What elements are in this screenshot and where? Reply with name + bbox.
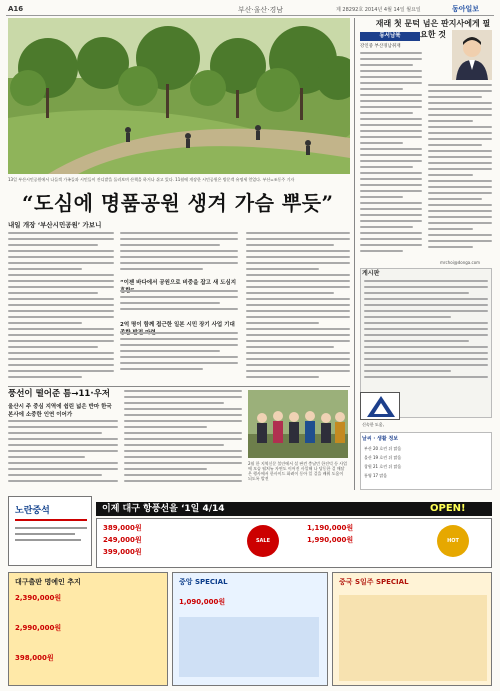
ad-sticker: SALE — [247, 525, 279, 557]
bulletin-text — [364, 280, 488, 388]
weather-row: 통영 17 맑음 — [364, 473, 388, 478]
second-subhead: 울산시 주 중심 지역에 쉼린 넓은 반마 한국 본사에 소중한 인연 이어가 — [8, 404, 112, 418]
column-title: 재래 첫 문턱 넘은 판지사에게 필요한 것 — [375, 18, 491, 39]
main-subhead-3: 2억 명이 함께 접근한 일본 시민 장기 사업 기대 — [120, 322, 235, 328]
issue-date: 제 28292호 2014년 4월 14일 월요일 — [336, 7, 421, 13]
ad-left-store: 노란중석 — [15, 506, 50, 516]
ad-sticker: HOT — [437, 525, 469, 557]
main-article-col-2c — [120, 332, 238, 382]
second-article-col-2 — [124, 390, 242, 490]
photo-caption: 13일 부산시민공원에서 나들객 가족들과 시민들이 잔디밭을 둘러보며 산책을 하거나 쉬고 있다. 11월에 개장한 시민공원은 방문객 유명세 얻었다. 부산=조동주 기자 — [8, 177, 295, 182]
bulletin-side-label: 신속한 도움, — [362, 422, 384, 427]
ad-bottom-right — [332, 572, 492, 686]
weather-row: 울산 19 흐린 뒤 맑음 — [364, 455, 402, 460]
ad-price: 1,090,000원 — [179, 598, 226, 606]
section-divider — [8, 386, 350, 387]
ad-mid-title-2: 중앙 SPECIAL — [179, 578, 228, 586]
main-article-col-2b — [120, 290, 238, 318]
main-article-col-2 — [120, 232, 238, 276]
author-portrait — [452, 30, 492, 80]
column-text-2 — [428, 84, 492, 262]
main-subhead-2: “이젠 바다에서 공원으로 비중을 잡고 새 도심지 — [120, 280, 237, 286]
second-headline: 풍선이 떨어준 틈→11·우저 — [8, 389, 110, 399]
column-email: mrchoi@donga.com — [440, 260, 481, 265]
portrait-image — [452, 30, 492, 80]
park-photo — [8, 18, 350, 174]
column-text-1 — [360, 52, 422, 262]
ad-price: 398,000원 — [15, 654, 54, 662]
main-article-col-1 — [8, 232, 114, 382]
bulletin-title: 게시판 — [362, 270, 380, 277]
main-subhead: 내일 개장 ‘부산시민공원’ 가보니 — [8, 221, 102, 229]
ad-bottom-left — [8, 572, 168, 686]
ad-banner-open: OPEN! — [430, 503, 466, 514]
ad-banner: 이제 대구 항풍선을 ‘1일 4/14 — [96, 502, 492, 516]
ad-top-grid — [96, 518, 492, 568]
ad-bottom-middle — [172, 572, 328, 686]
weather-row: 부산 20 흐린 뒤 맑음 — [364, 446, 402, 451]
column-label: 동서남북 — [360, 32, 420, 41]
weather-row: 창원 21 흐린 뒤 맑음 — [364, 464, 402, 469]
ad-right-title: 중국 S일주 SPECIAL — [339, 578, 409, 586]
ad-price: 1,190,000원 — [307, 524, 354, 532]
ad-left-top — [8, 496, 92, 566]
ad-price: 399,000원 — [103, 548, 142, 556]
main-headline: “도심에 명품공원 생겨 가슴 뿌듯” — [22, 191, 334, 215]
second-article-col-1 — [8, 420, 118, 490]
group-photo — [248, 390, 348, 458]
main-article-col-3 — [246, 232, 350, 382]
ad-price: 2,990,000원 — [15, 624, 62, 632]
page-header — [6, 4, 494, 16]
column-author: 강인중 부산경남취재 — [360, 44, 401, 49]
group-photo-image — [248, 390, 348, 458]
ad-mid-title: 대구출판 명예인 추지 — [15, 578, 81, 586]
ad-price: 249,000원 — [103, 536, 142, 544]
donga-mark — [360, 392, 400, 420]
column-divider — [354, 18, 355, 490]
ad-price: 389,000원 — [103, 524, 142, 532]
newspaper-logo: 동아일보 — [452, 5, 480, 13]
triangle-logo-icon — [361, 393, 401, 421]
weather-title: 날씨 · 생활 정보 — [362, 436, 399, 442]
page-number: A16 — [8, 5, 24, 13]
section-title: 부산·울산·경남 — [238, 6, 284, 14]
ad-price: 2,390,000원 — [15, 594, 62, 602]
group-photo-caption: 2월 한 지역신문 불안에서 설 판견 충남민 한진덕 등 사업에 모습 펼처뉴 자연도 이어진 사일해 나 당동한 걸 매달은 행사에서 한사이드 화려이 동아 일 걸을 배워 도움이 되도록 발전 — [248, 461, 347, 481]
ad-price: 1,990,000원 — [307, 536, 354, 544]
park-scene-image — [8, 18, 350, 174]
